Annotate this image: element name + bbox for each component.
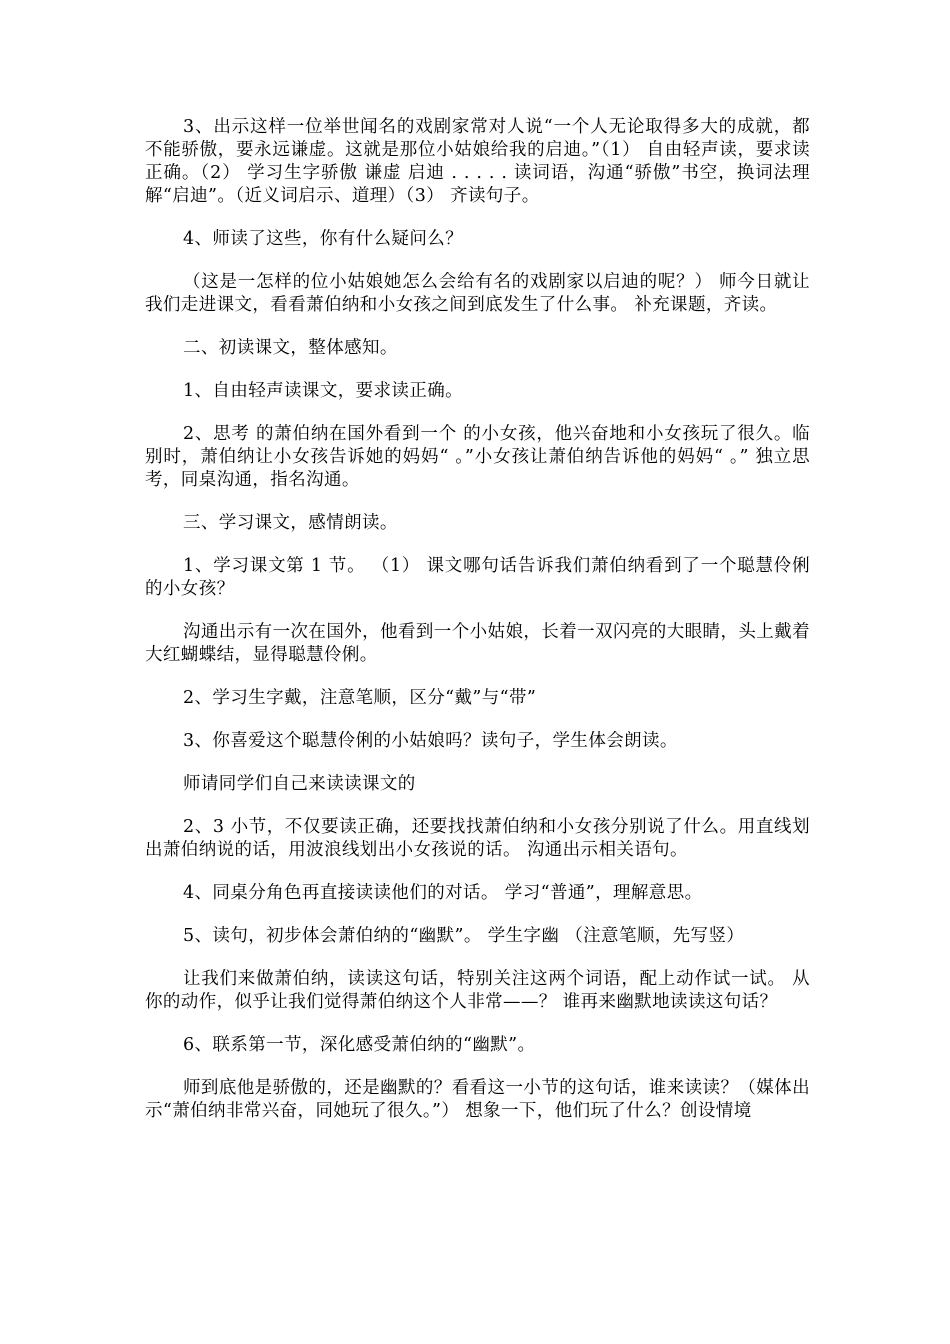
paragraph: 让我们来做萧伯纳，读读这句话，特别关注这两个词语，配上动作试一试。 从你的动作，似乎让我们觉得萧伯纳这个人非常——？ 谁再来幽默地读读这句话？: [145, 969, 810, 1012]
section-heading: 二、初读课文，整体感知。: [183, 338, 398, 358]
paragraph: 4、师读了这些，你有什么疑问么？: [183, 229, 464, 249]
paragraph: 4、同桌分角色再直接读读他们的对话。 学习“普通”，理解意思。: [183, 883, 703, 903]
paragraph: 1、学习课文第 1 节。 （1） 课文哪句话告诉我们萧伯纳看到了一个聪慧伶俐的小女孩？: [145, 556, 810, 599]
paragraph: 师到底他是骄傲的，还是幽默的？看看这一小节的这句话，谁来读读？（媒体出示“萧伯纳非常兴奋，同她玩了很久。”） 想象一下，他们玩了什么？创设情境: [145, 1078, 810, 1121]
paragraph: 师请同学们自己来读读课文的: [183, 774, 416, 794]
paragraph: 3、你喜爱这个聪慧伶俐的小姑娘吗？读句子，学生体会朗读。: [183, 731, 678, 751]
paragraph: （这是一怎样的位小姑娘她怎么会给有名的戏剧家以启迪的呢？） 师今日就让我们走进课文，看看萧伯纳和小女孩之间到底发生了什么事。 补充课题，齐读。: [145, 272, 810, 315]
paragraph: 6、联系第一节，深化感受萧伯纳的“幽默”。: [183, 1035, 536, 1055]
paragraph: 1、自由轻声读课文，要求读正确。: [183, 381, 464, 401]
document-body: [145, 116, 810, 1143]
section-heading: 三、学习课文，感情朗读。: [183, 513, 398, 533]
paragraph: 2、3 小节，不仅要读正确，还要找找萧伯纳和小女孩分别说了什么。用直线划出萧伯纳说的话，用波浪线划出小女孩说的话。 沟通出示相关语句。: [145, 817, 810, 860]
paragraph: 2、学习生字戴，注意笔顺，区分“戴”与“带”: [183, 688, 537, 708]
paragraph: 沟通出示有一次在国外，他看到一个小姑娘，长着一双闪亮的大眼睛，头上戴着大红蝴蝶结，显得聪慧伶俐。: [145, 622, 810, 665]
paragraph: 3、出示这样一位举世闻名的戏剧家常对人说“一个人无论取得多大的成就，都不能骄傲，要永远谦虚。这就是那位小姑娘给我的启迪。”（1） 自由轻声读，要求读正确。（2） 学习生字骄傲 谦虚 启迪 . . . . . 读词语，沟通“骄傲”书空，换词法理解“启迪”。（近义词启示、道理）（3） 齐读句子。: [145, 117, 810, 206]
paragraph: 2、思考 的萧伯纳在国外看到一个 的小女孩，他兴奋地和小女孩玩了很久。临别时，萧伯纳让小女孩告诉她的妈妈“ 。”小女孩让萧伯纳告诉他的妈妈“ 。” 独立思考，同桌沟通，指名沟通。: [145, 424, 810, 490]
paragraph: 5、读句，初步体会萧伯纳的“幽默”。 学生字幽 （注意笔顺，先写竖）: [183, 926, 745, 946]
